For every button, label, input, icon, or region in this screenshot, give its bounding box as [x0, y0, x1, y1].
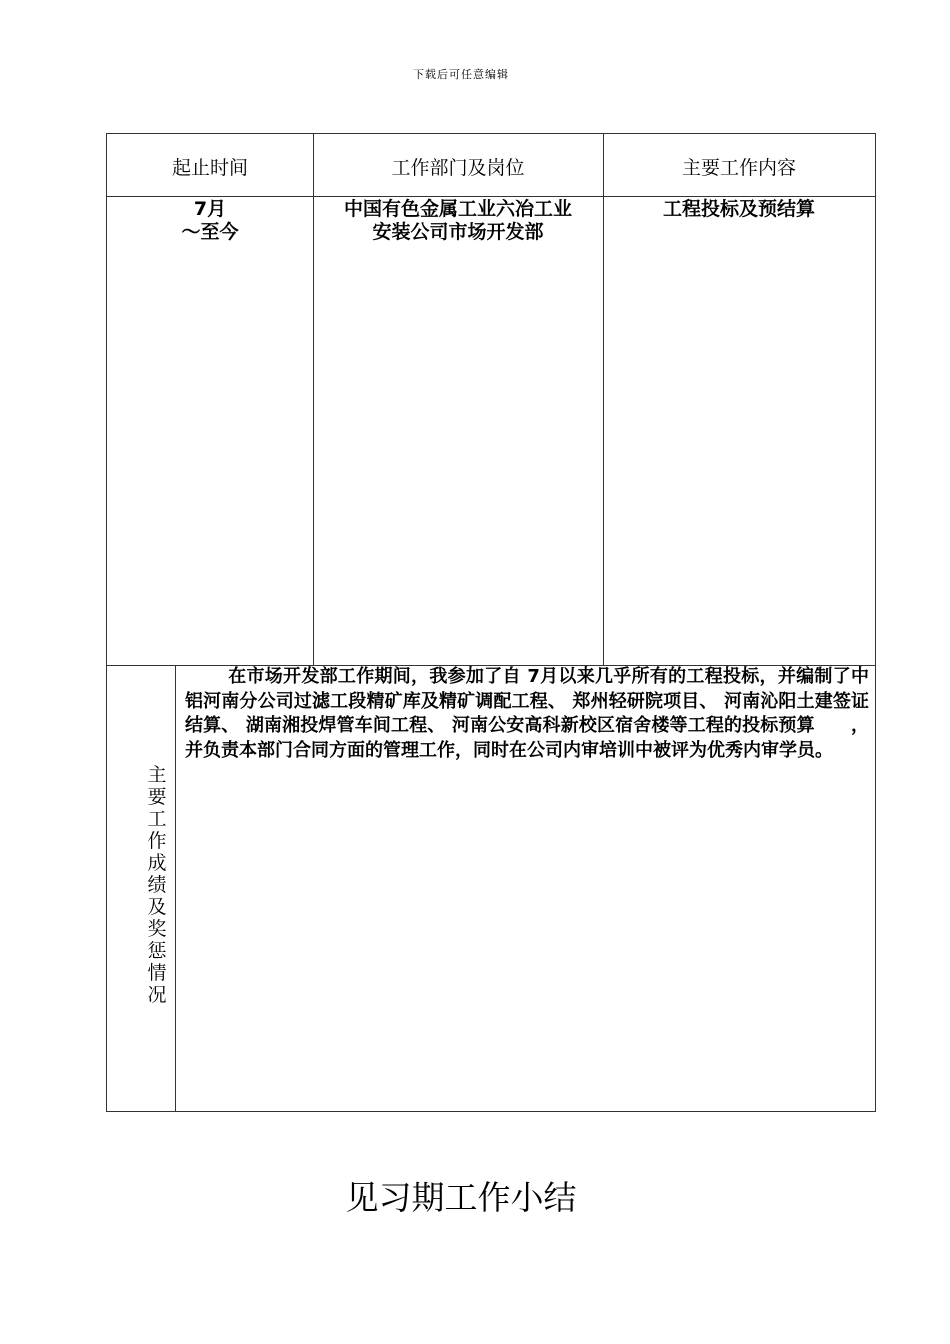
achievements-label: 主要工作成绩及奖惩情况	[147, 764, 167, 1006]
time-period-end: ～至今	[181, 221, 239, 243]
work-content-cell: 工程投标及预结算	[662, 198, 815, 220]
header-main-work: 主要工作内容	[681, 157, 796, 179]
department-line-2: 安装公司市场开发部	[372, 221, 544, 243]
time-period-cell	[107, 198, 313, 244]
header-time-period: 起止时间	[171, 157, 248, 179]
page-header-note: 下载后可任意编辑	[413, 68, 509, 81]
divider-label-col	[175, 665, 176, 1111]
department-cell	[313, 198, 603, 244]
time-period-start: 7月	[193, 198, 227, 220]
divider-header-row	[107, 196, 875, 197]
work-history-table	[106, 133, 876, 1112]
page-title: 见习期工作小结	[345, 1178, 577, 1217]
department-line-1: 中国有色金属工业六冶工业	[343, 198, 572, 220]
header-department-position: 工作部门及岗位	[391, 157, 525, 179]
achievements-text: 在市场开发部工作期间，我参加了自 7月以来几乎所有的工程投标，并编制了中铝河南分公司过滤工段精矿库及精矿调配工程、 郑州轻研院项目、 河南沁阳土建签证结算、 湖南湘投焊管车间工程、 河南公安高科新校区宿舍楼等工程的投标预算 ，并负责本部门合同方面的管理工作，同时在公司内审培训中被评为优秀内审学员。	[185, 666, 869, 761]
